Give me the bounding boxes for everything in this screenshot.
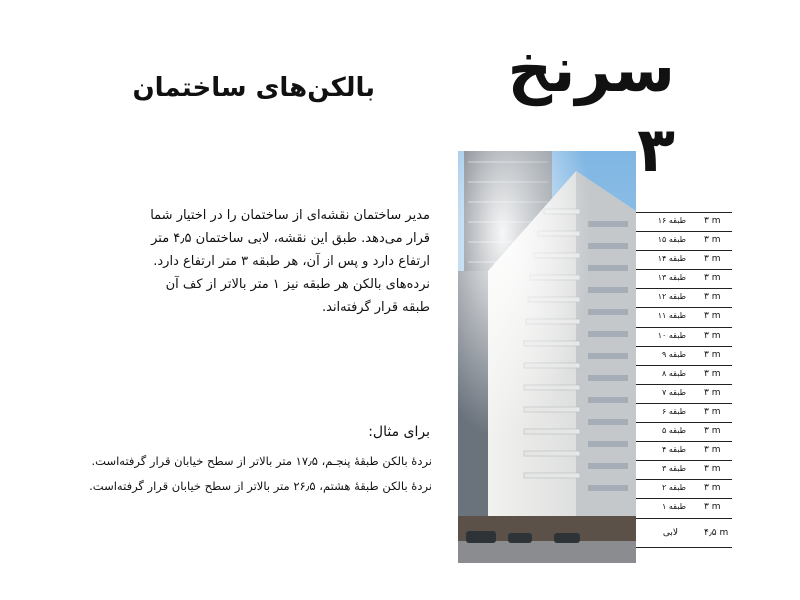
floor-name: طبقه ۹ bbox=[662, 349, 686, 359]
floor-row bbox=[636, 232, 732, 251]
floor-row bbox=[636, 499, 732, 518]
example-line: نردهٔ بالکن طبقهٔ هشتم، ۲۶٫۵ متر بالاتر از سطح خیابان قرار گرفته‌است. bbox=[89, 479, 432, 493]
floor-name: طبقه ۱۵ bbox=[657, 235, 686, 245]
floor-name: طبقه ۵ bbox=[662, 426, 686, 436]
floor-height: ۳ m bbox=[704, 502, 721, 513]
building-photo bbox=[458, 151, 636, 563]
floor-name: طبقه ۱۲ bbox=[657, 292, 686, 302]
floor-height: ۳ m bbox=[704, 387, 721, 398]
lobby-name: لابی bbox=[662, 527, 678, 538]
floor-row bbox=[636, 480, 732, 499]
floor-height: ۳ m bbox=[704, 330, 721, 341]
floor-row bbox=[636, 385, 732, 404]
floor-height: ۳ m bbox=[704, 483, 721, 494]
floor-height: ۳ m bbox=[704, 254, 721, 265]
floor-row bbox=[636, 347, 732, 366]
floor-height: ۳ m bbox=[704, 273, 721, 284]
floor-height: ۳ m bbox=[704, 292, 721, 303]
floor-row bbox=[636, 366, 732, 385]
floor-height: ۳ m bbox=[704, 311, 721, 322]
description-paragraph bbox=[138, 204, 430, 319]
page-title: سرنخ ۳ bbox=[507, 33, 675, 186]
floor-name: طبقه ۲ bbox=[662, 483, 686, 493]
floor-height: ۳ m bbox=[704, 464, 721, 475]
lobby-row bbox=[636, 519, 732, 548]
floor-row bbox=[636, 213, 732, 232]
floor-height: ۳ m bbox=[704, 445, 721, 456]
floor-height: ۳ m bbox=[704, 426, 721, 437]
floor-row bbox=[636, 289, 732, 308]
floor-name: طبقه ۶ bbox=[662, 406, 686, 416]
floor-height: ۳ m bbox=[704, 406, 721, 417]
floor-name: طبقه ۸ bbox=[662, 368, 686, 378]
floor-row bbox=[636, 251, 732, 270]
floor-name: طبقه ۱۰ bbox=[657, 330, 686, 340]
floor-row bbox=[636, 442, 732, 461]
floor-height-table bbox=[636, 212, 732, 545]
floor-row bbox=[636, 270, 732, 289]
floor-row bbox=[636, 461, 732, 480]
description-text: مدیر ساختمان نقشه‌ای از ساختمان را در اختیار شما قرار می‌دهد. طبق این نقشه، لابی ساختمان ۴٫۵ متر ارتفاع دارد و پس از آن، هر طبقه ۳ متر ارتفاع دارد. نرده‌های بالکن هر طبقه نیز ۱ متر بالاتر از کف آن طبقه قرار گرفته‌اند. bbox=[150, 208, 430, 315]
floor-name: طبقه ۱۶ bbox=[657, 216, 686, 225]
floor-row bbox=[636, 308, 732, 327]
floor-name: طبقه ۱۳ bbox=[657, 273, 686, 283]
examples-heading: برای مثال: bbox=[368, 424, 430, 440]
floor-name: طبقه ۱ bbox=[662, 502, 686, 512]
floor-name: طبقه ۷ bbox=[662, 387, 686, 397]
floor-height: ۳ m bbox=[704, 368, 721, 379]
floor-name: طبقه ۱۱ bbox=[657, 311, 686, 321]
floor-height: ۳ m bbox=[704, 349, 721, 360]
page-subtitle: بالکن‌های ساختمان bbox=[132, 73, 375, 103]
floor-row bbox=[636, 328, 732, 347]
floor-name: طبقه ۴ bbox=[662, 445, 686, 455]
floor-name: طبقه ۳ bbox=[662, 464, 686, 474]
example-line: نردهٔ بالکن طبقهٔ پنجـم، ۱۷٫۵ متر بالاتر از سطح خیابان قرار گرفته‌است. bbox=[91, 454, 432, 468]
floor-height: ۳ m bbox=[704, 216, 721, 226]
floor-row bbox=[636, 423, 732, 442]
floor-height: ۳ m bbox=[704, 235, 721, 246]
floor-name: طبقه ۱۴ bbox=[657, 254, 686, 264]
lobby-height: ۴٫۵ m bbox=[704, 527, 729, 538]
floor-row bbox=[636, 404, 732, 423]
